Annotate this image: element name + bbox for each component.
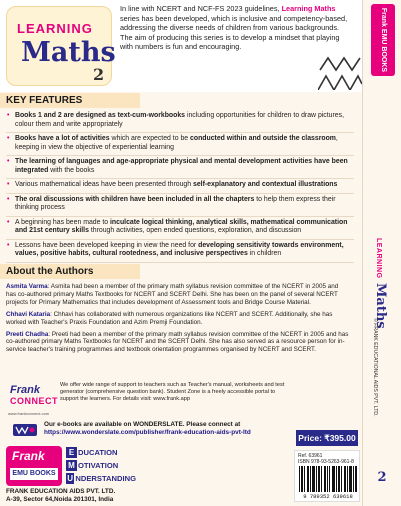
- author-name: Asmita Varma: [6, 283, 48, 290]
- frank-emu-books-logo: [6, 446, 62, 486]
- feature-bold: Books 1 and 2 are designed as text-cum-workbooks: [15, 112, 186, 119]
- key-features-heading-bar: [0, 93, 140, 108]
- author-bio: : Chhavi has collaborated with numerous organizations like NCERT and SCERT. Additionally, she has worked with Teacher's Praxis Foundation and Azim Premji Foundation.: [6, 310, 333, 326]
- publisher-address: A-39, Sector 64,Noida 201301, India: [6, 496, 114, 503]
- spine-learning: LEARNING: [375, 238, 382, 279]
- spine-copyright: © FRANK EDUCATIONAL AIDS PVT. LTD.: [372, 318, 378, 417]
- logo-learning-text: LEARNING: [17, 21, 93, 36]
- frank-connect-word: CONNECT: [10, 396, 58, 406]
- feature-bold: The learning of languages and age-appropriate physical and mental development activities have been integrated: [15, 158, 348, 174]
- intro-series-name: Learning Maths: [281, 4, 336, 13]
- emu-books-text: EMU BOOKS: [10, 468, 58, 480]
- emu-word-rest: OTIVATION: [78, 460, 119, 470]
- logo-maths-text: Maths: [21, 37, 116, 68]
- feature-text: which are expected to be: [109, 135, 191, 142]
- frank-connect-url: www.frankconnect.com: [8, 411, 50, 416]
- emu-acronym: [66, 446, 136, 485]
- spine-title: [368, 238, 390, 328]
- price-label: Price: ₹395.00: [296, 430, 358, 446]
- intro-text-end: series has been developed, which is inclusive and competency-based, addressing the diverse needs of children from various backgrounds. The aim of producing this series is to develop a mindset that playing with numbers is fun and encouraging.: [120, 13, 348, 52]
- key-features-list: [6, 112, 354, 265]
- emu-letter: U: [67, 473, 74, 483]
- feature-text: A beginning has been made to: [15, 218, 111, 226]
- feature-item: [6, 181, 354, 194]
- feature-item: [6, 219, 354, 240]
- zigzag-decoration: [318, 30, 362, 90]
- feature-text: Lessons have been developed keeping in view the need for: [15, 241, 199, 249]
- author-bio: : Asmita had been a member of the primary math syllabus revision committee of the NCERT in 2005 and has co-authored primary Maths Textbooks for NCERT and SCERT Delhi. She has been on the panel of several NCERT projects for Primary Mathematics that includes development of Assessment tools and Bridge Course Material.: [6, 283, 339, 306]
- barcode-number: 9 789352 639618: [303, 493, 353, 500]
- spine-maths: Maths: [373, 283, 388, 329]
- emu-frank-text: Frank: [12, 449, 45, 463]
- wonderslate-info: [44, 421, 294, 437]
- authors-section: [6, 283, 350, 358]
- feature-text: in children: [247, 250, 282, 257]
- author-name: Preeti Chadha: [6, 330, 49, 338]
- frank-connect-text: We offer wide range of support to teachers such as Teacher's manual, worksheets and test generator (comprehensive question bank). Student Zone is a freely accessible portal to support the learners. For details visit: www.frank.app: [60, 382, 285, 402]
- feature-text: to help them express their thinking process: [15, 195, 336, 211]
- publisher-name: FRANK EDUCATION AIDS PVT. LTD.: [6, 488, 116, 495]
- publisher-info: [6, 488, 146, 504]
- wonderslate-line: Our e-books are available on WONDERSLATE. Please connect at: [44, 421, 241, 428]
- emu-letter: M: [66, 460, 77, 471]
- emu-letter: E: [66, 447, 77, 458]
- author-entry: [6, 331, 350, 355]
- feature-text: including opportunities for children to draw pictures, colour them and write appropriately: [15, 112, 344, 128]
- emu-word-rest: NDERSTANDING: [75, 473, 136, 483]
- feature-item: [6, 112, 354, 133]
- authors-heading: About the Authors: [6, 266, 94, 277]
- emu-word: [66, 459, 136, 471]
- feature-text: through activities, open ended questions, exploration, and discussion: [88, 227, 302, 234]
- feature-bold: The oral discussions with children have been included in all the chapters: [15, 195, 255, 203]
- spine-publisher-text: Frank EMU BOOKS: [380, 7, 387, 73]
- wonderslate-icon: [12, 423, 38, 437]
- feature-text: Various mathematical ideas have been presented through: [15, 181, 193, 188]
- logo-book-number: 2: [93, 65, 105, 84]
- feature-text: , keeping in view the objective of experiential learning: [15, 135, 338, 151]
- wonderslate-link[interactable]: https://www.wonderslate.com/publisher/frank-education-aids-pvt-ltd: [44, 429, 251, 436]
- barcode-icon: [298, 466, 358, 492]
- intro-text-start: In line with NCERT and NCF-FS 2023 guidelines,: [120, 4, 282, 13]
- author-entry: [6, 311, 350, 327]
- key-features-heading: KEY FEATURES: [6, 95, 83, 106]
- authors-heading-bar: [0, 264, 140, 279]
- header-band: [0, 0, 362, 92]
- intro-paragraph: [120, 4, 350, 52]
- author-bio: : Preeti had been a member of the primary math syllabus revision committee of the NCERT in 2005 and has co-authored primary Maths Textbooks for NCERT and the SCERT Delhi. She has also served as a resource person for in-service teacher's training programmes and textbook orientation programmes organised by NCERT and SCERT.: [6, 330, 349, 354]
- feature-item: [6, 196, 354, 217]
- feature-text: with the books: [48, 166, 95, 174]
- feature-bold: self-explanatory and contextual illustrations: [193, 181, 338, 188]
- feature-bold: Books have a lot of activities: [15, 135, 110, 142]
- emu-word: [66, 446, 136, 458]
- author-name: Chhavi Kataria: [6, 310, 51, 318]
- barcode-ref: Ref. 63961: [298, 453, 323, 459]
- feature-bold: inculcate logical thinking, analytical skills, mathematical communication and 21st century skills: [15, 218, 348, 234]
- feature-bold: conducted within and outside the classroom: [190, 135, 336, 142]
- series-logo: [6, 6, 116, 86]
- feature-bold: developing sensitivity towards environment, values, positive habits, cultural rootedness, and inclusive perspectives: [15, 241, 344, 257]
- barcode-block: [294, 450, 360, 502]
- author-entry: [6, 283, 350, 307]
- spine-publisher-logo: [371, 4, 395, 76]
- feature-item: [6, 242, 354, 263]
- frank-connect-logo: [6, 383, 58, 419]
- emu-word: [66, 472, 136, 484]
- feature-item: [6, 135, 354, 156]
- frank-connect-frank: Frank: [10, 384, 40, 396]
- emu-word-rest: DUCATION: [78, 447, 118, 457]
- barcode-isbn: ISBN 978-93-5263-961-8: [298, 459, 354, 465]
- spine-book-number: 2: [377, 470, 387, 485]
- feature-item: [6, 158, 354, 179]
